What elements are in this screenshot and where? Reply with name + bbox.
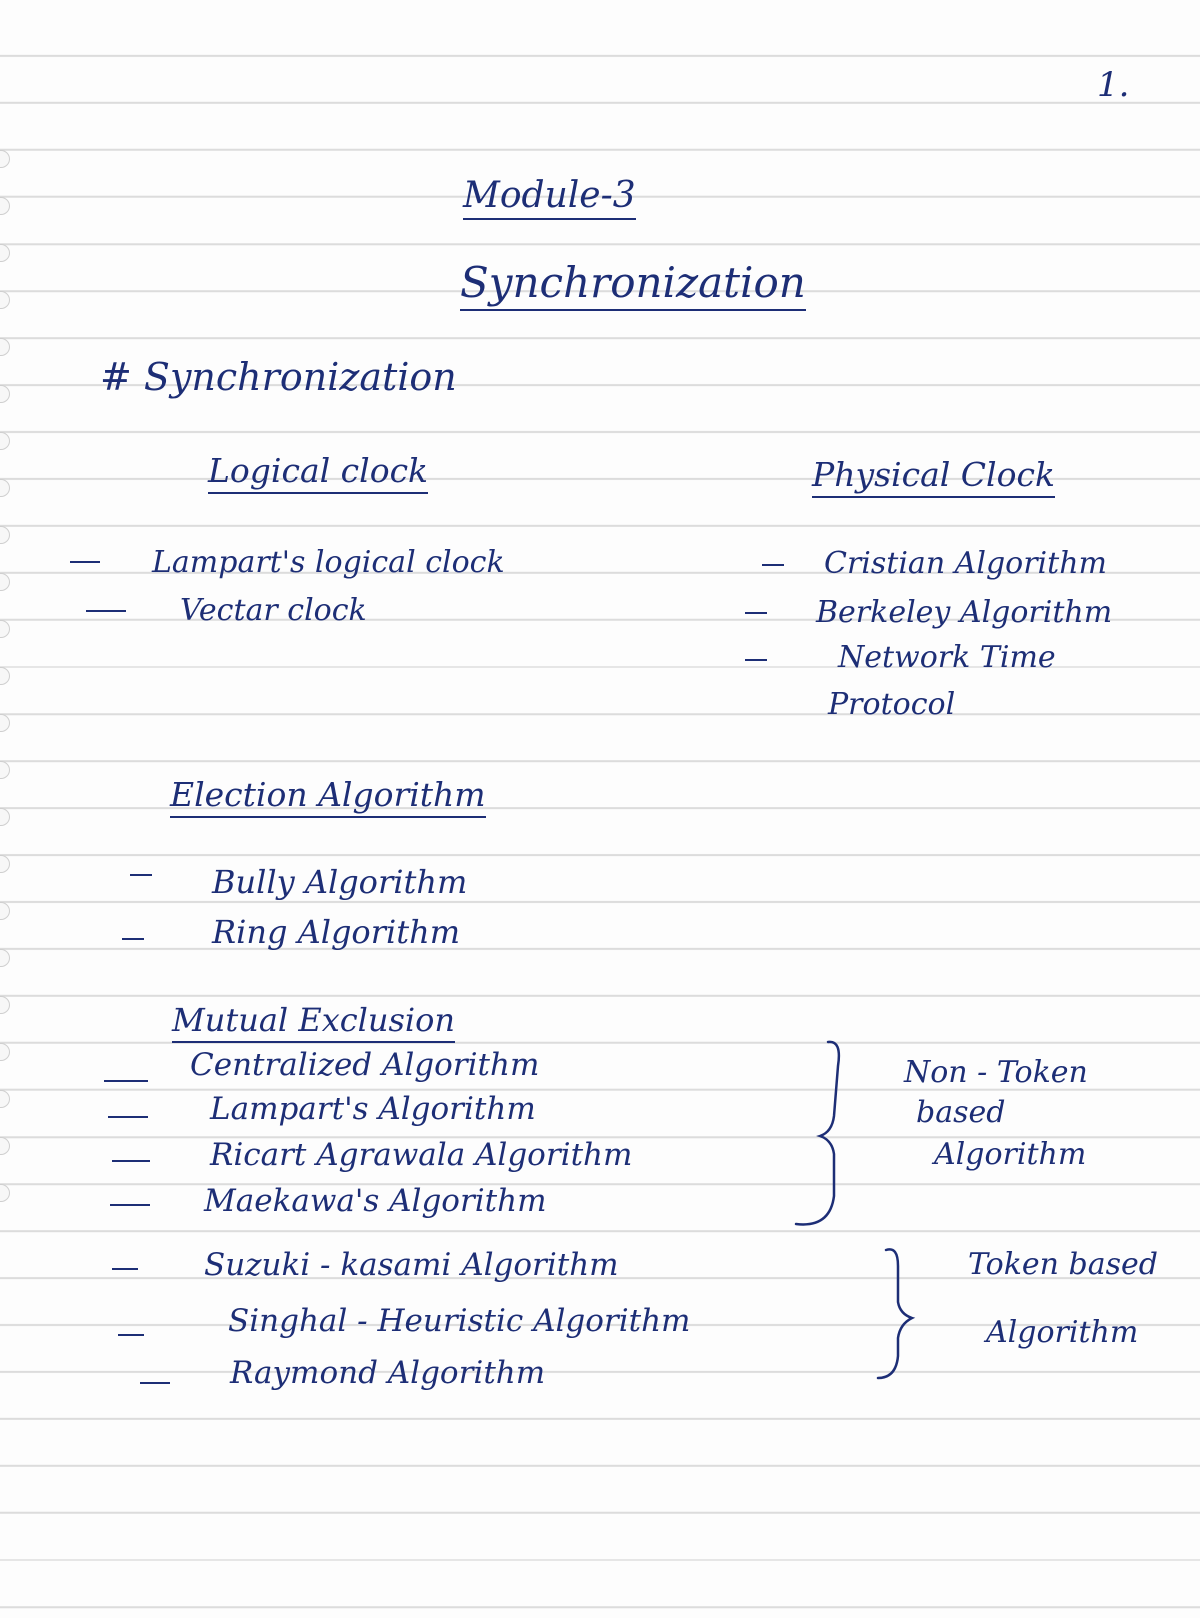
bullet-dash — [130, 874, 152, 876]
mutual-exclusion-heading — [172, 1001, 456, 1039]
election-item: Ring Algorithm — [212, 913, 461, 951]
binding-hole — [0, 902, 10, 920]
non-token-label-line: Non - Token — [904, 1055, 1088, 1090]
binding-hole — [0, 714, 10, 732]
binding-hole — [0, 244, 10, 262]
binding-hole — [0, 291, 10, 309]
logical-clock-heading-text: Logical clock — [208, 451, 428, 494]
non-token-label-line: based — [916, 1095, 1006, 1130]
bullet-dash — [122, 938, 144, 940]
non-token-brace — [790, 1036, 850, 1232]
token-label-line: Token based — [968, 1247, 1158, 1282]
binding-hole — [0, 1184, 10, 1202]
token-brace — [872, 1244, 922, 1384]
binding-hole — [0, 667, 10, 685]
bullet-dash — [110, 1204, 150, 1206]
physical-clock-item: Protocol — [828, 687, 956, 722]
binding-hole — [0, 432, 10, 450]
bullet-dash — [112, 1268, 138, 1270]
physical-clock-item: Cristian Algorithm — [824, 546, 1107, 581]
token-item: Suzuki - kasami Algorithm — [204, 1247, 619, 1283]
binding-holes — [0, 0, 16, 1618]
non-token-item: Centralized Algorithm — [190, 1047, 540, 1083]
bullet-dash — [108, 1116, 148, 1118]
binding-hole — [0, 150, 10, 168]
bullet-dash — [104, 1080, 148, 1082]
non-token-item: Maekawa's Algorithm — [204, 1183, 547, 1219]
bullet-dash — [762, 564, 784, 566]
binding-hole — [0, 855, 10, 873]
binding-hole — [0, 1043, 10, 1061]
binding-hole — [0, 620, 10, 638]
non-token-item: Lampart's Algorithm — [210, 1091, 536, 1127]
election-heading — [170, 775, 486, 814]
binding-hole — [0, 479, 10, 497]
binding-hole — [0, 526, 10, 544]
binding-hole — [0, 338, 10, 356]
bullet-dash — [745, 612, 767, 614]
physical-clock-heading — [812, 455, 1055, 494]
module-title-text: Module-3 — [463, 175, 636, 220]
logical-clock-item: Vectar clock — [180, 593, 367, 628]
token-label-line: Algorithm — [986, 1315, 1139, 1350]
non-token-item: Ricart Agrawala Algorithm — [210, 1137, 633, 1173]
topic-title-text: Synchronization — [460, 258, 806, 311]
election-item: Bully Algorithm — [212, 863, 468, 901]
physical-clock-heading-text: Physical Clock — [812, 455, 1055, 498]
binding-hole — [0, 1137, 10, 1155]
binding-hole — [0, 573, 10, 591]
binding-hole — [0, 385, 10, 403]
mutual-exclusion-heading-text: Mutual Exclusion — [172, 1001, 455, 1043]
token-item: Singhal - Heuristic Algorithm — [228, 1303, 691, 1339]
physical-clock-item: Berkeley Algorithm — [816, 595, 1113, 630]
bullet-dash — [112, 1160, 150, 1162]
election-heading-text: Election Algorithm — [170, 775, 486, 818]
binding-hole — [0, 996, 10, 1014]
non-token-label-line: Algorithm — [934, 1137, 1087, 1172]
token-item: Raymond Algorithm — [230, 1355, 546, 1391]
bullet-dash — [140, 1382, 170, 1384]
binding-hole — [0, 761, 10, 779]
module-title — [463, 175, 636, 216]
bullet-dash — [745, 659, 767, 661]
page-number: 1. — [1097, 65, 1130, 105]
bullet-dash — [118, 1334, 144, 1336]
binding-hole — [0, 197, 10, 215]
bullet-dash — [70, 561, 100, 563]
topic-title — [460, 258, 806, 307]
section-heading: # Synchronization — [100, 355, 457, 399]
logical-clock-heading — [208, 451, 429, 490]
logical-clock-item: Lampart's logical clock — [152, 545, 505, 580]
binding-hole — [0, 808, 10, 826]
bullet-dash — [86, 610, 126, 612]
binding-hole — [0, 1090, 10, 1108]
binding-hole — [0, 949, 10, 967]
physical-clock-item: Network Time — [838, 640, 1056, 675]
